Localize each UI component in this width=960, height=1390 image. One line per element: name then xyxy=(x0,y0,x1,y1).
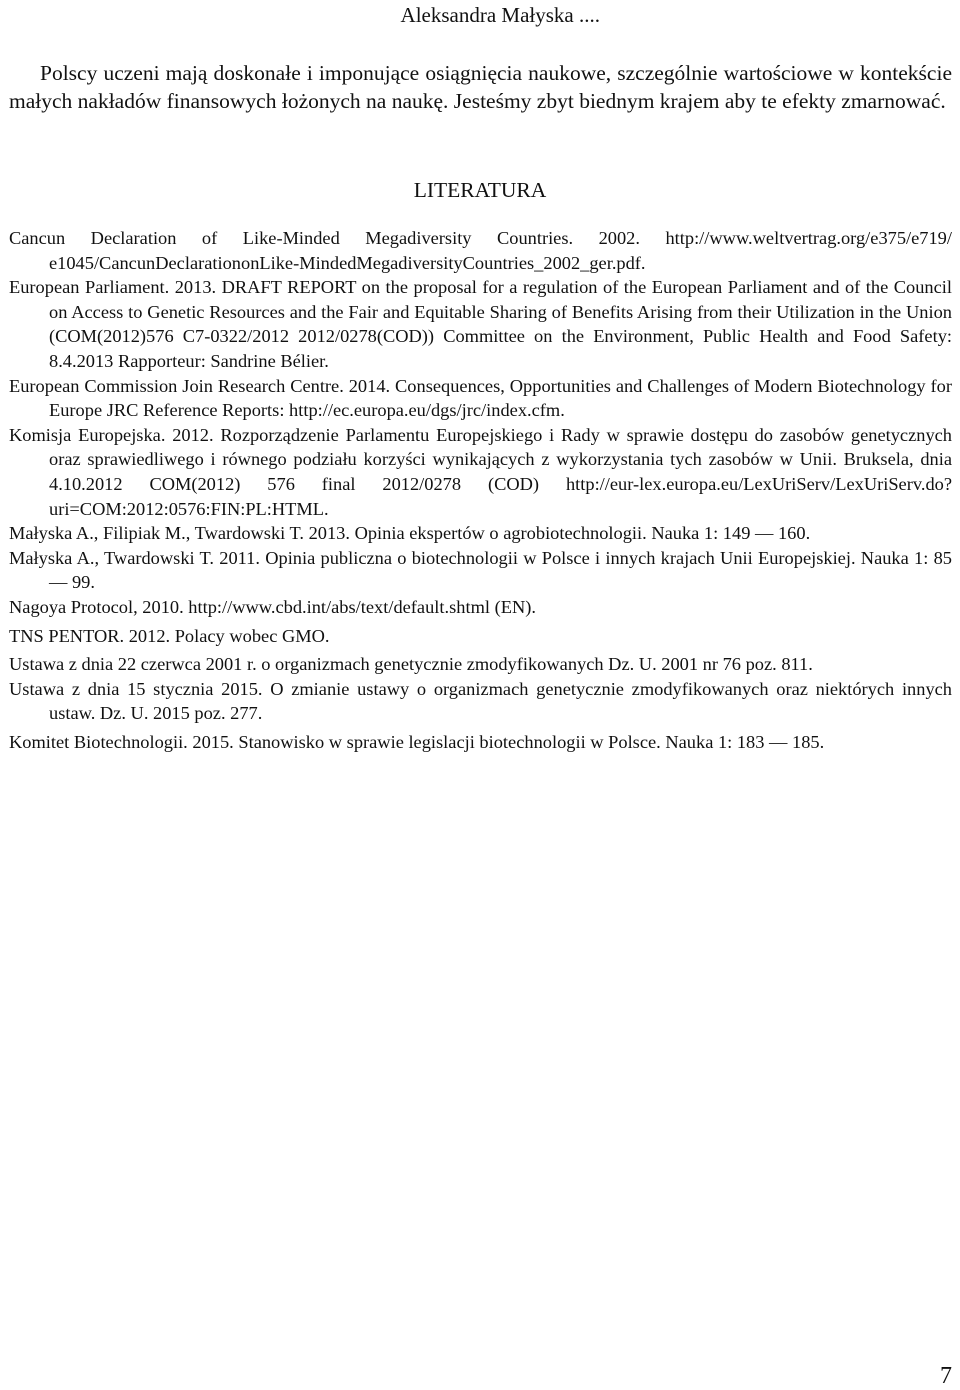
reference-item: Ustawa z dnia 15 stycznia 2015. O zmianie ustawy o organizmach genetycznie zmodyfikowanych oraz niektórych innych ustaw. Dz. U. 2015 poz. 277. xyxy=(9,678,952,724)
reference-item: TNS PENTOR. 2012. Polacy wobec GMO. xyxy=(9,625,330,646)
reference-item: Ustawa z dnia 22 czerwca 2001 r. o organizmach genetycznie zmodyfikowanych Dz. U. 2001 nr 76 poz. 811. xyxy=(9,654,813,675)
section-heading: LITERATURA xyxy=(413,178,547,202)
reference-item: Małyska A., Twardowski T. 2011. Opinia publiczna o biotechnologii w Polsce i innych krajach Unii Europejskiej. Nauka 1: 85 — 99. xyxy=(9,547,952,593)
reference-item: Nagoya Protocol, 2010. http://www.cbd.int/abs/text/default.shtml (EN). xyxy=(9,596,536,617)
intro-paragraph: Polscy uczeni mają doskonałe i imponujące osiągnięcia naukowe, szczególnie wartościowe w kontekście małych nakładów finansowych łożonych na naukę. Jesteśmy zbyt biednym krajem aby te efekty zmarnować. xyxy=(9,61,952,113)
reference-list xyxy=(9,226,952,754)
reference-item: Komisja Europejska. 2012. Rozporządzenie Parlamentu Europejskiego i Rady w sprawie dostępu do zasobów genetycznych oraz sprawiedliwego i równego podziału korzyści wynikających z wykorzystania tych zasobów w Unii. Bruksela, dnia 4.10.2012 COM(2012) 576 final 2012/0278 (COD) http://eur-lex.europa.eu/LexUriServ/LexUriServ.do?uri=COM:2012:0576:FIN:PL:HTML. xyxy=(9,424,952,519)
reference-item: Komitet Biotechnologii. 2015. Stanowisko w sprawie legislacji biotechnologii w Polsce. Nauka 1: 183 — 185. xyxy=(9,731,825,752)
page-number: 7 xyxy=(940,1363,952,1389)
running-header: Aleksandra Małyska .... xyxy=(400,3,600,27)
reference-item: European Commission Join Research Centre. 2014. Consequences, Opportunities and Challenges of Modern Biotechnology for Europe JRC Reference Reports: http://ec.europa.eu/dgs/jrc/index.cfm. xyxy=(9,375,952,421)
reference-item: Cancun Declaration of Like-Minded Megadiversity Countries. 2002. http://www.weltvertrag.org/e375/e719/ e1045/CancunDeclarationonLike-MindedMegadiversityCountries_2002_ger.pdf. xyxy=(9,228,952,273)
reference-item: European Parliament. 2013. DRAFT REPORT on the proposal for a regulation of the European Parliament and of the Council on Access to Genetic Resources and the Fair and Equitable Sharing of Benefits Arising from their Utilization in the Union (COM(2012)576 C7-0322/2012 2012/0278(COD)) Committee on the Environment, Public Health and Food Safety: 8.4.2013 Rapporteur: Sandrine Bélier. xyxy=(9,277,952,371)
reference-item: Małyska A., Filipiak M., Twardowski T. 2013. Opinia ekspertów o agrobiotechnologii. Nauka 1: 149 — 160. xyxy=(9,523,811,544)
